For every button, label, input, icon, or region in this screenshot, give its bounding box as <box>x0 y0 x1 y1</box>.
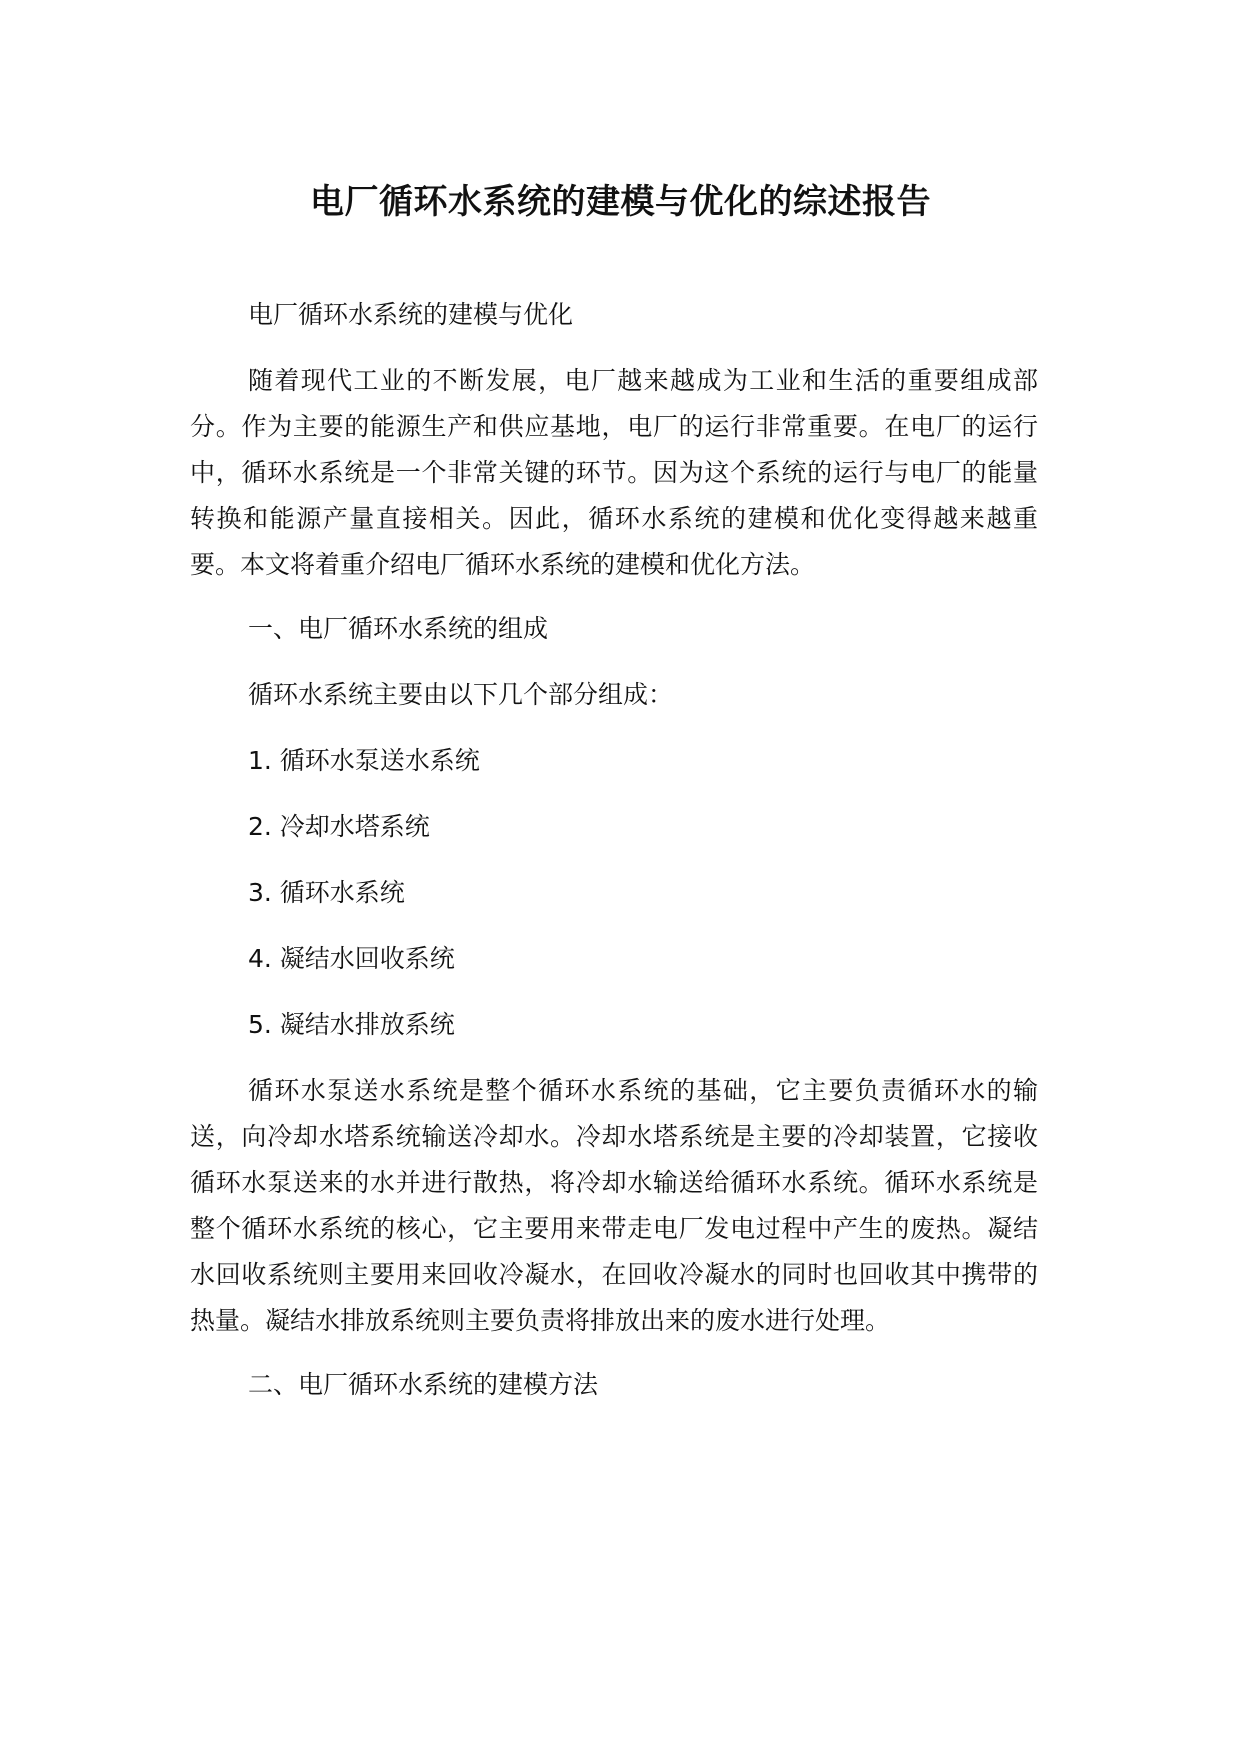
document-body <box>190 292 1038 1408</box>
component-item-1: 1. 循环水泵送水系统 <box>248 746 480 775</box>
document-subtitle: 电厂循环水系统的建模与优化 <box>248 300 574 329</box>
section2-heading: 二、电厂循环水系统的建模方法 <box>248 1370 599 1399</box>
component-item-3: 3. 循环水系统 <box>248 878 405 907</box>
section1-heading: 一、电厂循环水系统的组成 <box>248 614 549 643</box>
component-item-2: 2. 冷却水塔系统 <box>248 812 430 841</box>
intro-paragraph: 随着现代工业的不断发展，电厂越来越成为工业和生活的重要组成部分。作为主要的能源生产和供应基地，电厂的运行非常重要。在电厂的运行中，循环水系统是一个非常关键的环节。因为这个系统的运行与电厂的能量转换和能源产量直接相关。因此，循环水系统的建模和优化变得越来越重要。本文将着重介绍电厂循环水系统的建模和优化方法。 <box>190 366 1038 579</box>
document-title: 电厂循环水系统的建模与优化的综述报告 <box>310 182 931 222</box>
component-item-5: 5. 凝结水排放系统 <box>248 1010 455 1039</box>
component-item-4: 4. 凝结水回收系统 <box>248 944 455 973</box>
section1-paragraph: 循环水泵送水系统是整个循环水系统的基础，它主要负责循环水的输送，向冷却水塔系统输送冷却水。冷却水塔系统是主要的冷却装置，它接收循环水泵送来的水并进行散热，将冷却水输送给循环水系统。循环水系统是整个循环水系统的核心，它主要用来带走电厂发电过程中产生的废热。凝结水回收系统则主要用来回收冷凝水，在回收冷凝水的同时也回收其中携带的热量。凝结水排放系统则主要负责将排放出来的废水进行处理。 <box>190 1076 1038 1335</box>
section1-lead: 循环水系统主要由以下几个部分组成： <box>248 680 674 709</box>
